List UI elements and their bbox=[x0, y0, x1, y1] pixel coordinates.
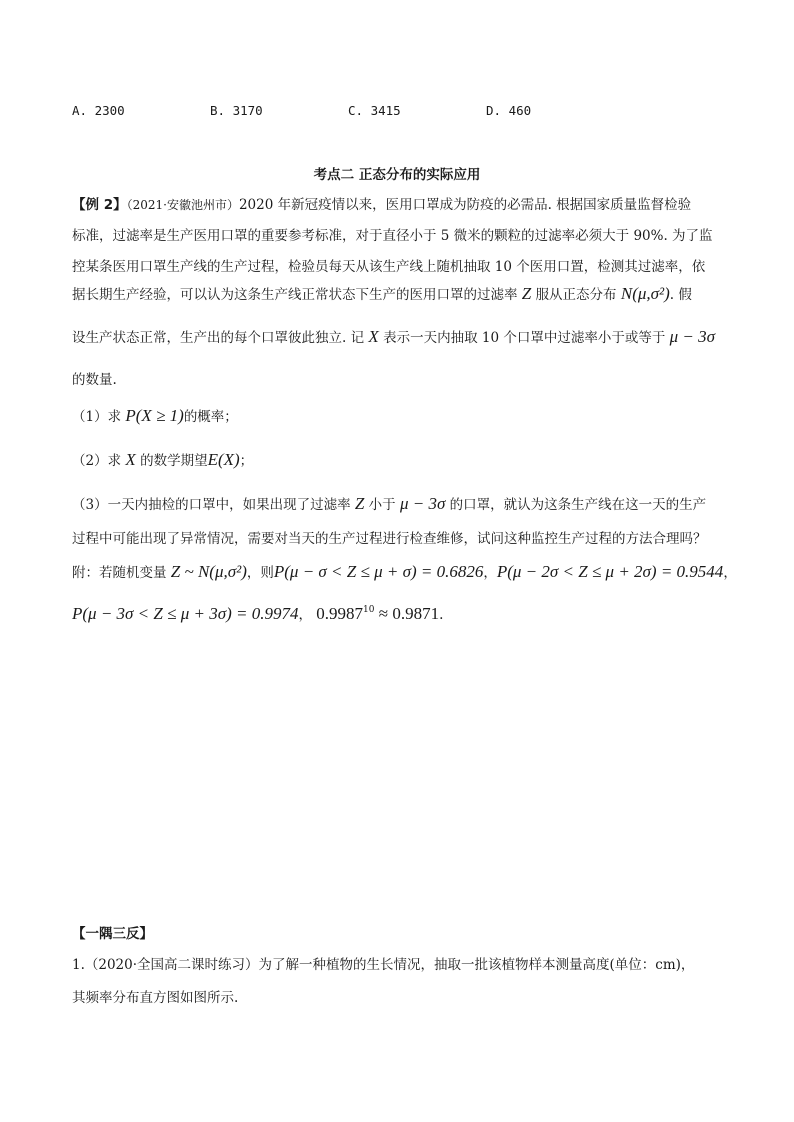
choice-c: C. 3415 bbox=[348, 103, 401, 118]
note-sep-2: ， bbox=[723, 565, 737, 581]
practice-title: 【一隅三反】 bbox=[72, 926, 153, 942]
prob-three-sigma: P(μ − 3σ < Z ≤ μ + 3σ) = 0.9974 bbox=[72, 604, 299, 623]
example-line-2: 标准，过滤率是生产医用口罩的重要参考标准，对于直径小于 5 微米的颗粒的过滤率必须大于 90%. 为了监 bbox=[72, 228, 713, 244]
example-line-6: 的数量. bbox=[72, 372, 117, 388]
question-2 bbox=[72, 449, 253, 470]
note-sep-1: ， bbox=[483, 565, 497, 581]
appendix-line-1 bbox=[72, 561, 737, 582]
note-mid: ，则 bbox=[246, 565, 274, 581]
power-base: 0.9987 bbox=[316, 604, 364, 623]
question-3-line-2: 过程中可能出现了异常情况，需要对当天的生产过程进行检查维修，试问这种监控生产过程的方法合理吗？ bbox=[72, 531, 707, 547]
answer-choices bbox=[72, 103, 722, 123]
note-end: . bbox=[439, 607, 444, 623]
appendix-line-2 bbox=[72, 603, 443, 624]
var-x: X bbox=[368, 327, 379, 346]
prob-x-ge-1: P(X ≥ 1) bbox=[125, 406, 184, 425]
var-z: Z bbox=[521, 284, 532, 303]
var-x-2: X bbox=[125, 450, 136, 469]
example-line-1 bbox=[72, 193, 691, 213]
q2-post: ； bbox=[239, 453, 254, 469]
example-source: （2021·安徽池州市） bbox=[126, 198, 239, 212]
var-z-2: Z bbox=[354, 494, 365, 513]
mu-minus-3sigma-2: μ − 3σ bbox=[399, 494, 446, 513]
example-tag: 【例 2】 bbox=[72, 197, 127, 213]
question-3 bbox=[72, 493, 706, 514]
power-result: ≈ 0.9871 bbox=[378, 604, 440, 623]
section-title: 考点二 正态分布的实际应用 bbox=[313, 167, 481, 183]
choice-a: A. 2300 bbox=[72, 103, 125, 118]
z-normal-dist: Z ~ N(μ,σ²) bbox=[170, 562, 247, 581]
line4-mid: 服从正态分布 bbox=[535, 287, 617, 303]
choice-b: B. 3170 bbox=[210, 103, 263, 118]
power-exponent: 10 bbox=[363, 605, 375, 615]
question-1 bbox=[72, 405, 238, 426]
q2-mid: 的数学期望 bbox=[140, 453, 208, 469]
q1-post: 的概率； bbox=[183, 409, 238, 425]
prob-two-sigma: P(μ − 2σ < Z ≤ μ + 2σ) = 0.9544 bbox=[496, 562, 724, 581]
line5-mid: 表示一天内抽取 10 个口罩中过滤率小于或等于 bbox=[383, 330, 666, 346]
line4-pre: 据长期生产经验，可以认为这条生产线正常状态下生产的医用口罩的过滤率 bbox=[72, 287, 518, 303]
practice-item-1-line-1: 1.（2020·全国高二课时练习）为了解一种植物的生长情况，抽取一批该植物样本测量高度(单位：cm)， bbox=[72, 957, 695, 973]
line4-post: . 假 bbox=[669, 287, 692, 303]
example-line-4 bbox=[72, 283, 692, 304]
note-sep-3: ， bbox=[298, 607, 312, 623]
choice-d: D. 460 bbox=[486, 103, 532, 118]
line5-pre: 设生产状态正常，生产出的每个口罩彼此独立. 记 bbox=[72, 330, 365, 346]
note-pre: 附：若随机变量 bbox=[72, 565, 167, 581]
q3-post: 的口罩，就认为这条生产线在这一天的生产 bbox=[449, 497, 707, 513]
example-text-1: 2020 年新冠疫情以来，医用口罩成为防疫的必需品. 根据国家质量监督检验 bbox=[238, 197, 692, 213]
q2-pre: （2）求 bbox=[72, 453, 122, 469]
q3-pre: （3）一天内抽检的口罩中，如果出现了过滤率 bbox=[72, 497, 351, 513]
q1-pre: （1）求 bbox=[72, 409, 122, 425]
q3-mid: 小于 bbox=[368, 497, 396, 513]
example-line-5 bbox=[72, 326, 715, 347]
mu-minus-3sigma: μ − 3σ bbox=[669, 327, 716, 346]
expectation-ex: E(X) bbox=[207, 450, 240, 469]
practice-item-1-line-2: 其频率分布直方图如图所示. bbox=[72, 990, 239, 1006]
example-line-3: 控某条医用口罩生产线的生产过程，检验员每天从该生产线上随机抽取 10 个医用口置，检测其过滤率，依 bbox=[72, 259, 706, 275]
prob-one-sigma: P(μ − σ < Z ≤ μ + σ) = 0.6826 bbox=[273, 562, 484, 581]
normal-distribution: N(μ,σ²) bbox=[620, 284, 670, 303]
